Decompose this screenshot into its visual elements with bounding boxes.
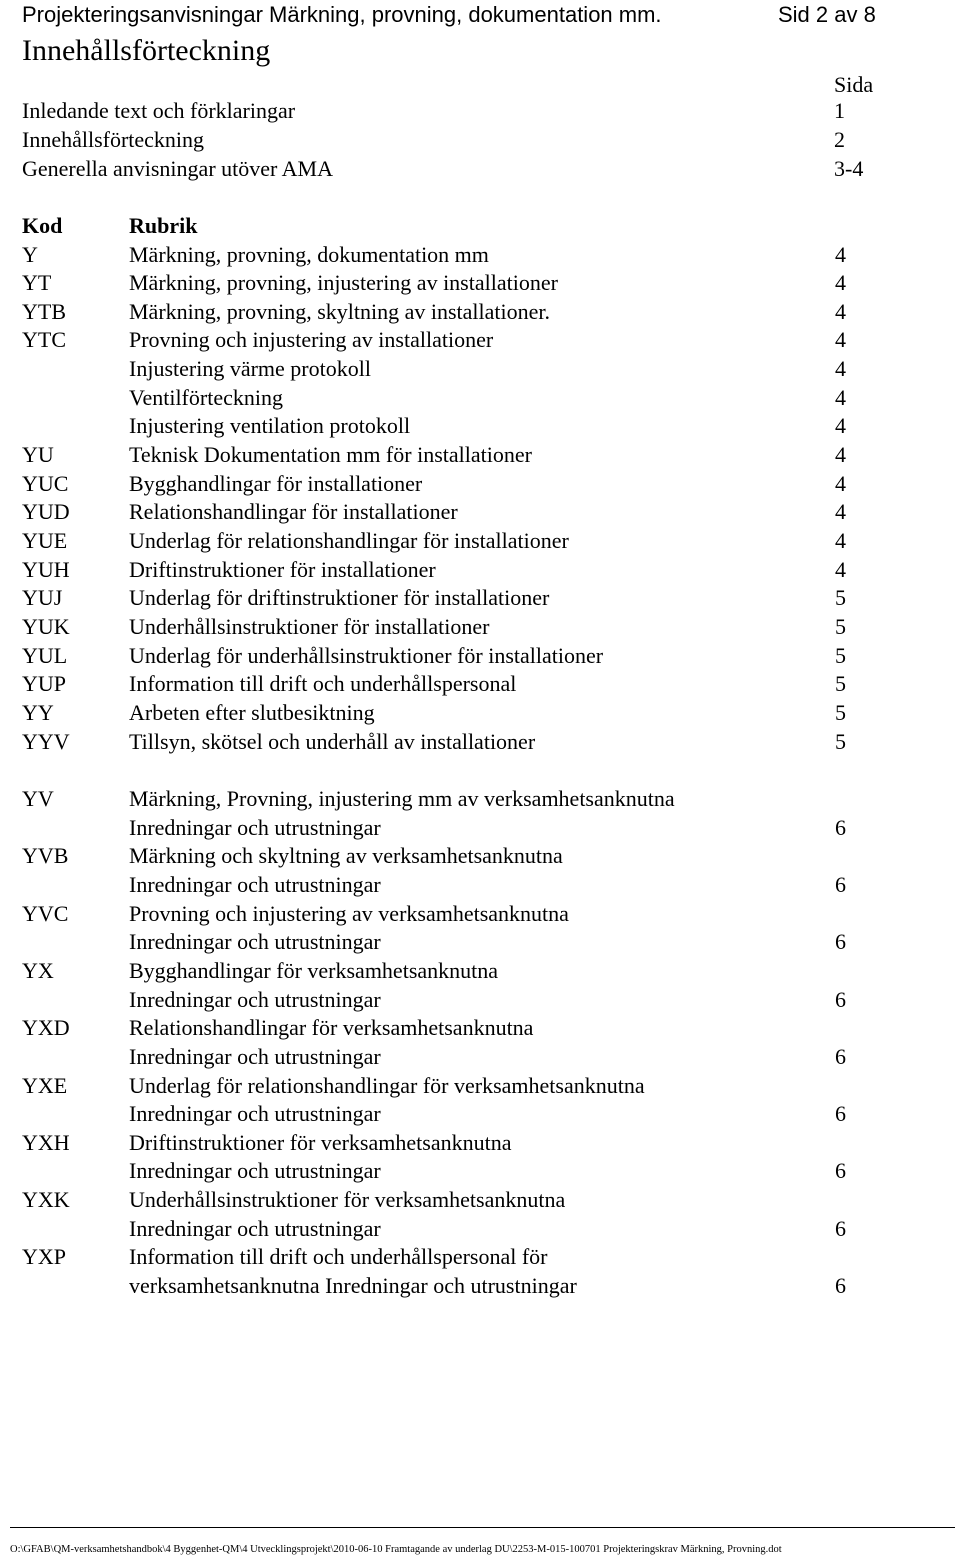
toc-entry-two-line bbox=[22, 1244, 922, 1273]
entry-title: Information till drift och underhållspersonal för bbox=[129, 1244, 548, 1270]
entry-title: Märkning och skyltning av verksamhetsanknutna bbox=[129, 843, 563, 869]
footer-divider bbox=[10, 1527, 955, 1528]
entry-code: YTB bbox=[22, 298, 66, 324]
toc-entry-two-line bbox=[22, 786, 922, 815]
entry-code: YUC bbox=[22, 470, 69, 496]
entry-code: YYV bbox=[22, 728, 70, 754]
intro-entry bbox=[22, 127, 922, 156]
entry-page: 4 bbox=[835, 528, 846, 553]
entry-title: Tillsyn, skötsel och underhåll av installationer bbox=[129, 728, 536, 754]
entry-code: YVC bbox=[22, 900, 69, 926]
entry-code: YUH bbox=[22, 556, 70, 582]
entry-title: Bygghandlingar för verksamhetsanknutna bbox=[129, 957, 499, 983]
entry-code: YT bbox=[22, 270, 52, 296]
toc-entry bbox=[22, 557, 922, 586]
toc-entry-continuation bbox=[22, 1158, 922, 1187]
entry-title: Bygghandlingar för installationer bbox=[129, 470, 423, 496]
code-column-header: Kod bbox=[22, 213, 63, 238]
toc-entry-two-line bbox=[22, 1130, 922, 1159]
entry-page: 4 bbox=[835, 470, 846, 496]
entry-title: Ventilförteckning bbox=[129, 384, 283, 410]
entry-code: YUD bbox=[22, 499, 70, 525]
entry-code: YY bbox=[22, 699, 54, 725]
intro-entry-page: 1 bbox=[834, 98, 845, 123]
entry-title: Märkning, provning, injustering av installationer bbox=[129, 270, 558, 296]
toc-entry bbox=[22, 729, 922, 758]
entry-code: YUJ bbox=[22, 585, 63, 611]
entry-title: Underlag för relationshandlingar för installationer bbox=[129, 528, 569, 553]
toc-entry bbox=[22, 442, 922, 471]
entry-title: Provning och injustering av verksamhetsanknutna bbox=[129, 900, 569, 926]
toc-heading: Innehållsförteckning bbox=[22, 34, 271, 67]
entry-code: YXH bbox=[22, 1129, 70, 1155]
toc-entry bbox=[22, 471, 922, 500]
toc-entry bbox=[22, 413, 922, 442]
entry-page: 6 bbox=[835, 986, 846, 1012]
entry-title-continuation: Inredningar och utrustningar bbox=[129, 871, 381, 897]
intro-entry-page: 3-4 bbox=[834, 156, 864, 181]
toc-entry bbox=[22, 671, 922, 700]
entry-page: 6 bbox=[835, 871, 846, 897]
entry-code: YV bbox=[22, 786, 54, 811]
toc-entry-two-line bbox=[22, 901, 922, 930]
entry-page: 6 bbox=[835, 1158, 846, 1184]
toc-entry bbox=[22, 299, 922, 328]
toc-entry bbox=[22, 614, 922, 643]
entry-title: Provning och injustering av installationer bbox=[129, 327, 494, 353]
entry-code: YXE bbox=[22, 1072, 68, 1098]
entry-page: 6 bbox=[835, 1215, 846, 1241]
entry-code: YXD bbox=[22, 1015, 70, 1041]
entry-page: 4 bbox=[835, 556, 846, 582]
entry-page: 4 bbox=[835, 384, 846, 410]
entry-code: YUK bbox=[22, 613, 70, 639]
entry-title-continuation: Inredningar och utrustningar bbox=[129, 929, 381, 955]
entry-title-continuation: Inredningar och utrustningar bbox=[129, 1043, 381, 1069]
footer-file-path: O:\GFAB\QM-verksamhetshandbok\4 Byggenhet-QM\4 Utvecklingsprojekt\2010-06-10 Framtagande av underlag DU\2253-M-015-100701 Projekteringskrav Märkning, Provning.dot bbox=[10, 1544, 782, 1555]
entry-title-continuation: Inredningar och utrustningar bbox=[129, 814, 381, 840]
table-header bbox=[22, 213, 922, 242]
entry-title: Underlag för relationshandlingar för verksamhetsanknutna bbox=[129, 1072, 645, 1098]
entry-page: 4 bbox=[835, 241, 846, 267]
entry-title: Underhållsinstruktioner för verksamhetsanknutna bbox=[129, 1187, 566, 1213]
entry-page: 5 bbox=[835, 642, 846, 668]
entry-code: YVB bbox=[22, 843, 69, 869]
intro-entry-page: 2 bbox=[834, 127, 845, 152]
entry-title: Injustering värme protokoll bbox=[129, 356, 371, 382]
entry-code: YXP bbox=[22, 1244, 67, 1270]
entry-code: YUP bbox=[22, 671, 67, 697]
intro-entry-label: Generella anvisningar utöver AMA bbox=[22, 156, 333, 181]
entry-page: 6 bbox=[835, 1043, 846, 1069]
entry-title: Märkning, provning, dokumentation mm bbox=[129, 241, 489, 267]
toc-entry bbox=[22, 643, 922, 672]
toc-entry bbox=[22, 327, 922, 356]
entry-page: 4 bbox=[835, 413, 846, 439]
toc-entry-continuation bbox=[22, 929, 922, 958]
entry-page: 4 bbox=[835, 298, 846, 324]
toc-entry bbox=[22, 385, 922, 414]
toc-entry-continuation bbox=[22, 815, 922, 844]
entry-title: Relationshandlingar för installationer bbox=[129, 499, 458, 525]
entry-page: 5 bbox=[835, 728, 846, 754]
entry-code: YX bbox=[22, 957, 54, 983]
toc-entry-continuation bbox=[22, 1101, 922, 1130]
entry-title-continuation: Inredningar och utrustningar bbox=[129, 1101, 381, 1127]
toc-entry-two-line bbox=[22, 1015, 922, 1044]
toc-entry-continuation bbox=[22, 872, 922, 901]
toc-entry bbox=[22, 700, 922, 729]
entry-title: Information till drift och underhållspersonal bbox=[129, 671, 517, 697]
intro-entry-label: Inledande text och förklaringar bbox=[22, 98, 296, 123]
entry-page: 6 bbox=[835, 929, 846, 955]
intro-entry-label: Innehållsförteckning bbox=[22, 127, 205, 152]
toc-entry bbox=[22, 356, 922, 385]
entry-title: Arbeten efter slutbesiktning bbox=[129, 699, 375, 725]
entry-page: 6 bbox=[835, 1101, 846, 1127]
entry-title: Märkning, provning, skyltning av installationer. bbox=[129, 298, 551, 324]
toc-entry bbox=[22, 270, 922, 299]
toc-entry-continuation bbox=[22, 1216, 922, 1245]
toc-entry bbox=[22, 242, 922, 271]
toc-entry-continuation bbox=[22, 987, 922, 1016]
entry-title: Underhållsinstruktioner för installationer bbox=[129, 613, 490, 639]
intro-entry bbox=[22, 156, 922, 185]
entry-code: YUL bbox=[22, 642, 68, 668]
entry-title-continuation: Inredningar och utrustningar bbox=[129, 1158, 381, 1184]
entry-code: YUE bbox=[22, 528, 68, 553]
entry-title: Underlag för driftinstruktioner för installationer bbox=[129, 585, 550, 611]
entry-title-continuation: Inredningar och utrustningar bbox=[129, 986, 381, 1012]
entry-page: 5 bbox=[835, 671, 846, 697]
entry-title: Teknisk Dokumentation mm för installationer bbox=[129, 442, 532, 468]
entry-title: Driftinstruktioner för verksamhetsanknutna bbox=[129, 1129, 512, 1155]
entry-code: YTC bbox=[22, 327, 66, 353]
entry-code: YXK bbox=[22, 1187, 70, 1213]
entry-page: 4 bbox=[835, 499, 846, 525]
entry-page: 4 bbox=[835, 356, 846, 382]
toc-entry bbox=[22, 585, 922, 614]
entry-page: 5 bbox=[835, 585, 846, 611]
toc-entry-two-line bbox=[22, 958, 922, 987]
entry-page: 4 bbox=[835, 327, 846, 353]
toc-entry-continuation bbox=[22, 1273, 922, 1302]
toc-entry-two-line bbox=[22, 1073, 922, 1102]
entry-title: Driftinstruktioner för installationer bbox=[129, 556, 436, 582]
title-column-header: Rubrik bbox=[129, 213, 198, 238]
entry-page: 4 bbox=[835, 270, 846, 296]
entry-title: Injustering ventilation protokoll bbox=[129, 413, 411, 439]
entry-page: 5 bbox=[835, 613, 846, 639]
page-column-label: Sida bbox=[834, 72, 874, 97]
document-title: Projekteringsanvisningar Märkning, provning, dokumentation mm. bbox=[22, 2, 662, 27]
entry-title: Underlag för underhållsinstruktioner för installationer bbox=[129, 642, 604, 668]
entry-code: Y bbox=[22, 241, 38, 267]
toc-entry bbox=[22, 528, 922, 557]
entry-page: 6 bbox=[835, 814, 846, 840]
entry-title: Märkning, Provning, injustering mm av verksamhetsanknutna bbox=[129, 786, 675, 811]
toc-entry-two-line bbox=[22, 1187, 922, 1216]
entry-page: 5 bbox=[835, 699, 846, 725]
entry-title-continuation: verksamhetsanknutna Inredningar och utrustningar bbox=[129, 1273, 577, 1299]
page-indicator: Sid 2 av 8 bbox=[778, 2, 876, 27]
toc-entry-two-line bbox=[22, 843, 922, 872]
entry-title: Relationshandlingar för verksamhetsanknutna bbox=[129, 1015, 534, 1041]
intro-entry bbox=[22, 98, 922, 127]
entry-page: 6 bbox=[835, 1273, 846, 1299]
toc-entry-continuation bbox=[22, 1044, 922, 1073]
entry-page: 4 bbox=[835, 442, 846, 468]
toc-entry bbox=[22, 499, 922, 528]
entry-code: YU bbox=[22, 442, 54, 468]
entry-title-continuation: Inredningar och utrustningar bbox=[129, 1215, 381, 1241]
